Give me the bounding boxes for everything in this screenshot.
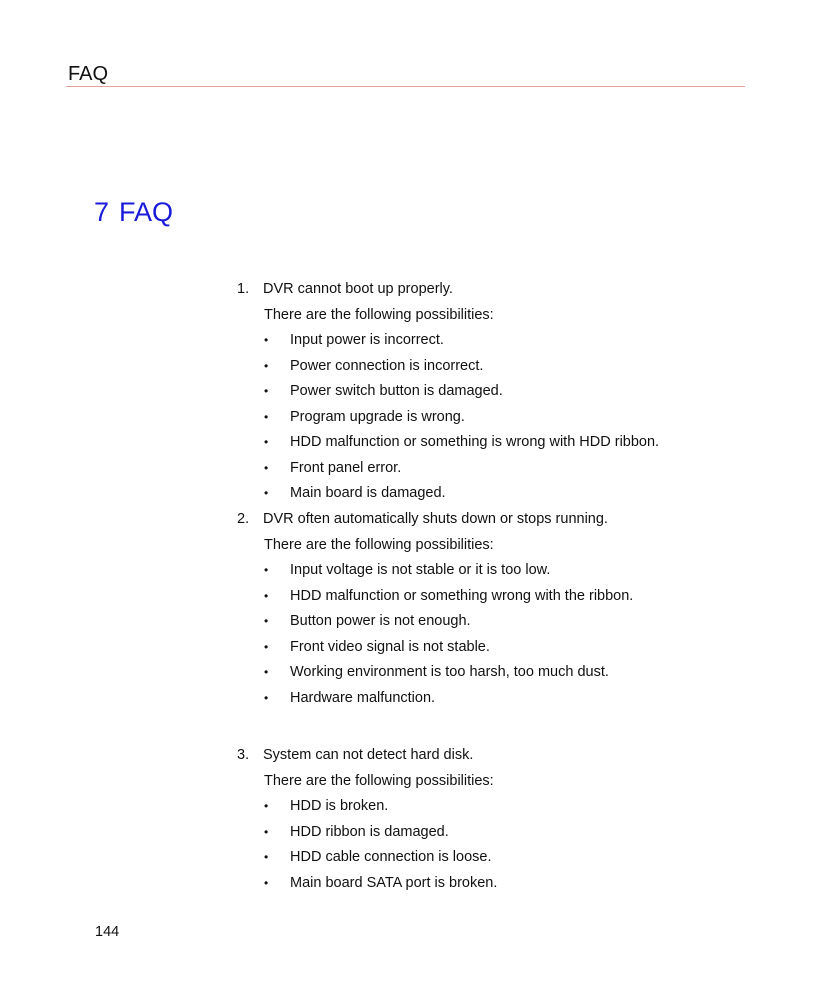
faq-intro: There are the following possibilities:	[264, 306, 494, 323]
faq-cause-text: Input voltage is not stable or it is too low.	[290, 562, 551, 578]
faq-question-number: 3.	[237, 747, 250, 763]
bullet-icon: •	[264, 639, 269, 654]
faq-cause-text: Input power is incorrect.	[290, 332, 444, 348]
bullet-icon: •	[264, 563, 269, 577]
bullet-icon: •	[264, 435, 269, 449]
chapter-title	[94, 195, 173, 229]
bullet-icon: •	[264, 384, 269, 398]
faq-cause-text: Hardware malfunction.	[290, 689, 436, 706]
header-rule	[66, 86, 745, 87]
faq-cause-text: Power switch button is damaged.	[290, 383, 503, 399]
faq-intro: There are the following possibilities:	[264, 772, 494, 789]
bullet-icon: •	[264, 850, 269, 864]
faq-cause-text: HDD cable connection is loose.	[290, 849, 492, 865]
bullet-icon: •	[264, 614, 269, 628]
bullet-icon: •	[264, 588, 269, 603]
faq-cause-text: Program upgrade is wrong.	[290, 408, 465, 425]
bullet-icon: •	[264, 409, 269, 424]
bullet-icon: •	[264, 690, 269, 705]
chapter-title-text: FAQ	[119, 197, 174, 227]
faq-cause-text: HDD malfunction or something is wrong with HDD ribbon.	[290, 434, 660, 450]
faq-question-text: DVR often automatically shuts down or stops running.	[263, 511, 608, 527]
faq-cause-text: Working environment is too harsh, too much dust.	[290, 664, 609, 680]
bullet-icon: •	[264, 333, 269, 347]
faq-cause-text: Front panel error.	[290, 459, 402, 476]
faq-cause-text: Main board is damaged.	[290, 485, 446, 501]
faq-intro: There are the following possibilities:	[264, 536, 494, 553]
bullet-icon: •	[264, 486, 269, 500]
chapter-number: 7	[94, 197, 110, 227]
bullet-icon: •	[264, 824, 269, 839]
faq-question-number: 2.	[237, 511, 250, 527]
bullet-icon: •	[264, 875, 269, 890]
faq-cause-text: HDD is broken.	[290, 798, 389, 814]
faq-cause-text: Front video signal is not stable.	[290, 638, 490, 655]
faq-cause-text: HDD malfunction or something wrong with the ribbon.	[290, 587, 634, 604]
faq-cause-text: Power connection is incorrect.	[290, 357, 484, 374]
faq-cause-text: Button power is not enough.	[290, 613, 471, 629]
faq-question-text: System can not detect hard disk.	[263, 747, 474, 763]
faq-cause-text: Main board SATA port is broken.	[290, 874, 498, 891]
page-number: 144	[95, 924, 120, 940]
bullet-icon: •	[264, 799, 269, 813]
bullet-icon: •	[264, 460, 269, 475]
faq-question-text: DVR cannot boot up properly.	[263, 281, 453, 297]
faq-question-number: 1.	[237, 281, 250, 297]
bullet-icon: •	[264, 665, 269, 679]
running-header: FAQ	[68, 63, 109, 85]
bullet-icon: •	[264, 358, 269, 373]
faq-cause-text: HDD ribbon is damaged.	[290, 823, 449, 840]
